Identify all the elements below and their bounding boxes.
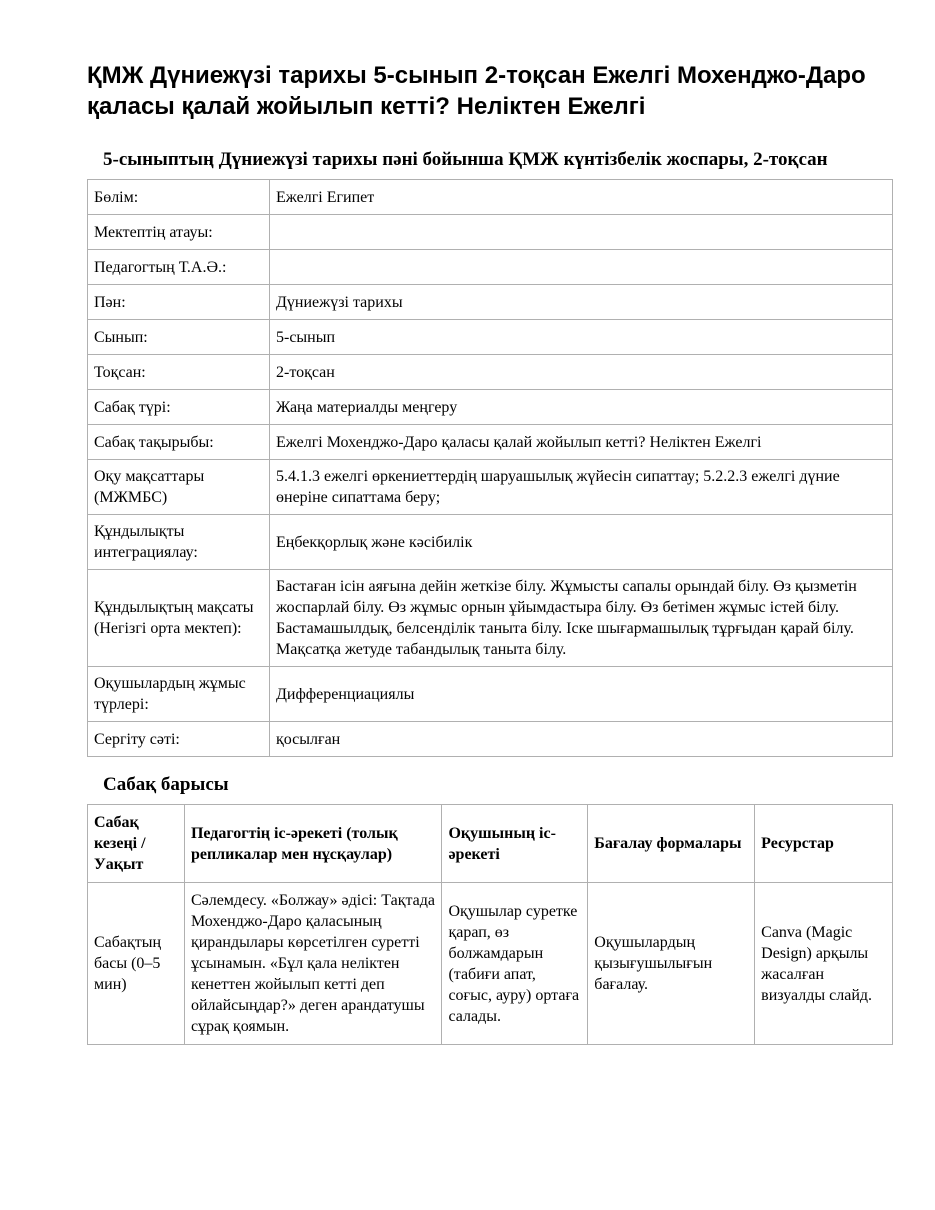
table-row	[88, 667, 893, 722]
table-row	[88, 215, 893, 250]
table-row	[88, 390, 893, 425]
table-row	[88, 570, 893, 667]
info-label: Оқушылардың жұмыс түрлері:	[88, 667, 270, 722]
table-header-row	[88, 805, 893, 883]
table-cell: Оқушылар суретке қарап, өз болжамдарын (табиғи апат, соғыс, ауру) ортаға салады.	[442, 883, 588, 1045]
info-value: Дифференциациялы	[270, 667, 893, 722]
table-row	[88, 355, 893, 390]
info-value: Ежелгі Мохенджо-Даро қаласы қалай жойылып кетті? Неліктен Ежелгі	[270, 425, 893, 460]
info-value	[270, 215, 893, 250]
info-value: Еңбекқорлық және кәсібилік	[270, 515, 893, 570]
info-label: Пән:	[88, 285, 270, 320]
info-label: Құндылықты интеграциялау:	[88, 515, 270, 570]
lesson-info-table	[87, 179, 893, 757]
table-row	[88, 722, 893, 757]
info-label: Педагогтың Т.А.Ә.:	[88, 250, 270, 285]
info-label: Мектептің атауы:	[88, 215, 270, 250]
info-value: қосылған	[270, 722, 893, 757]
table-row	[88, 460, 893, 515]
info-value: Жаңа материалды меңгеру	[270, 390, 893, 425]
table-row	[88, 180, 893, 215]
info-value: Бастаған ісін аяғына дейін жеткізе білу. Жұмысты сапалы орындай білу. Өз қызметін жоспарлай білу. Өз жұмыс орнын ұйымдастыра білу. Өз бетімен жұмыс істей білу. Бастамашылдық, белсенділік таныта білу. Іске шығармашылық тұрғыдан қарай білу. Мақсатқа жетуде табандылық таныта білу.	[270, 570, 893, 667]
page-title: ҚМЖ Дүниежүзі тарихы 5-сынып 2-тоқсан Ежелгі Мохенджо-Даро қаласы қалай жойылып кетті? Неліктен Ежелгі	[87, 62, 866, 120]
info-label: Құндылықтың мақсаты (Негізгі орта мектеп):	[88, 570, 270, 667]
lesson-progress-table	[87, 804, 893, 1045]
info-label: Сергіту сәті:	[88, 722, 270, 757]
table-row	[88, 883, 893, 1045]
info-label: Бөлім:	[88, 180, 270, 215]
info-value: 2-тоқсан	[270, 355, 893, 390]
column-header: Ресурстар	[755, 805, 893, 883]
info-label: Сынып:	[88, 320, 270, 355]
table-row	[88, 515, 893, 570]
info-value: Ежелгі Египет	[270, 180, 893, 215]
info-label: Сабақ тақырыбы:	[88, 425, 270, 460]
table-row	[88, 250, 893, 285]
table-row	[88, 320, 893, 355]
table-cell: Сабақтың басы (0–5 мин)	[88, 883, 185, 1045]
info-value: 5.4.1.3 ежелгі өркениеттердің шаруашылық жүйесін сипаттау; 5.2.2.3 ежелгі дүние өнеріне сипаттама беру;	[270, 460, 893, 515]
info-label: Тоқсан:	[88, 355, 270, 390]
document-page	[87, 60, 893, 1045]
table-row	[88, 425, 893, 460]
table-cell: Оқушылардың қызығушылығын бағалау.	[588, 883, 755, 1045]
plan-heading: 5-сыныптың Дүниежүзі тарихы пәні бойынша ҚМЖ күнтізбелік жоспары, 2-тоқсан	[103, 149, 828, 170]
info-label: Оқу мақсаттары (МЖМБС)	[88, 460, 270, 515]
info-label: Сабақ түрі:	[88, 390, 270, 425]
info-value: Дүниежүзі тарихы	[270, 285, 893, 320]
info-value: 5-сынып	[270, 320, 893, 355]
table-row	[88, 285, 893, 320]
column-header: Сабақ кезеңі / Уақыт	[88, 805, 185, 883]
column-header: Педагогтің іс-әрекеті (толық репликалар мен нұсқаулар)	[184, 805, 442, 883]
table-cell: Сәлемдесу. «Болжау» әдісі: Тақтада Мохенджо-Даро қаласының қирандылары көрсетілген суретті ұсынамын. «Бұл қала неліктен кенеттен жойылып кетті деп ойлайсыңдар?» деген арандатушы сұрақ қоямын.	[184, 883, 442, 1045]
info-value	[270, 250, 893, 285]
column-header: Оқушының іс-әрекеті	[442, 805, 588, 883]
lesson-progress-heading: Сабақ барысы	[103, 774, 229, 795]
table-cell: Canva (Magic Design) арқылы жасалған визуалды слайд.	[755, 883, 893, 1045]
column-header: Бағалау формалары	[588, 805, 755, 883]
